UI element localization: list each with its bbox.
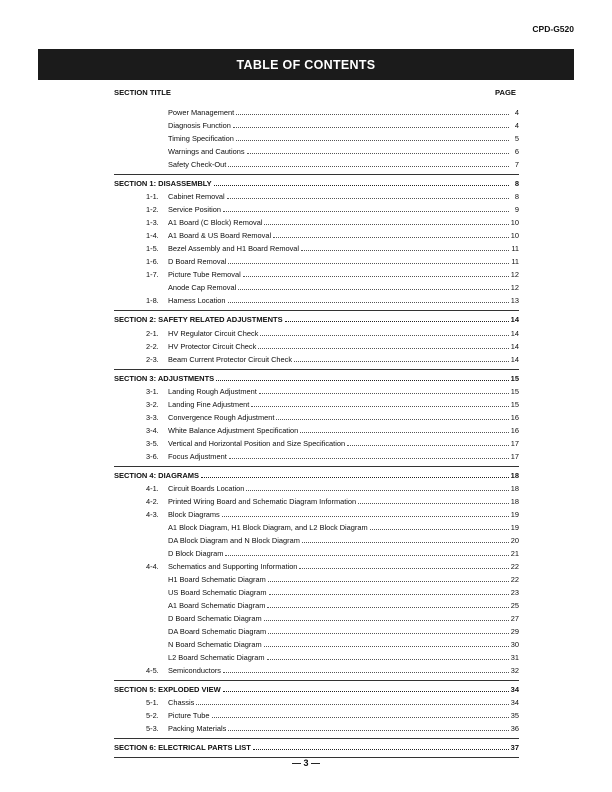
toc-entry-row bbox=[114, 495, 519, 508]
toc-page-number: 29 bbox=[510, 627, 519, 637]
toc-entry-row bbox=[114, 340, 519, 353]
toc-page-number: 34 bbox=[510, 698, 519, 708]
toc-entry-row bbox=[114, 398, 519, 411]
toc-page-number: 27 bbox=[510, 614, 519, 624]
toc-page-number: 19 bbox=[510, 509, 519, 519]
section-divider bbox=[114, 174, 519, 175]
toc-entry-title: Bezel Assembly and H1 Board Removal bbox=[168, 244, 300, 254]
toc-section-row bbox=[114, 372, 519, 385]
dot-leader bbox=[269, 594, 509, 595]
toc-page-number: 36 bbox=[510, 724, 519, 734]
toc-page-number: 10 bbox=[510, 218, 519, 228]
toc-entry-title: Power Management bbox=[168, 108, 235, 117]
dot-leader bbox=[225, 555, 508, 556]
page-number: — 3 — bbox=[291, 758, 320, 768]
toc-page-number: 4 bbox=[514, 121, 519, 131]
dot-leader bbox=[300, 432, 509, 433]
dot-leader bbox=[216, 380, 509, 381]
section-divider bbox=[114, 680, 519, 681]
toc-entry-row bbox=[114, 560, 519, 573]
toc-section-title: SECTION 1: DISASSEMBLY bbox=[114, 179, 212, 189]
toc-entry-title: Picture Tube Removal bbox=[168, 270, 241, 280]
toc-page-number: 32 bbox=[510, 666, 519, 676]
dot-leader bbox=[246, 490, 508, 491]
dot-leader bbox=[196, 704, 508, 705]
toc-page-number: 16 bbox=[510, 412, 519, 422]
section-divider bbox=[114, 466, 519, 467]
toc-page-number: 31 bbox=[510, 653, 519, 663]
toc-section-row bbox=[114, 177, 519, 190]
toc-entry-title: Harness Location bbox=[168, 296, 226, 306]
toc-page-number: 14 bbox=[510, 328, 519, 338]
toc-page-number: 18 bbox=[510, 496, 519, 506]
dot-leader bbox=[243, 276, 509, 277]
toc-page-number: 16 bbox=[510, 425, 519, 435]
dot-leader bbox=[294, 361, 509, 362]
dot-leader bbox=[268, 581, 509, 582]
toc-entry-title: Service Position bbox=[168, 205, 221, 215]
toc-entry-title: D Board Removal bbox=[168, 257, 227, 267]
toc-entry-title: Focus Adjustment bbox=[168, 451, 227, 461]
toc-entry-row bbox=[114, 651, 519, 664]
toc-entry-number: 4-1. bbox=[146, 483, 159, 493]
dot-leader bbox=[301, 250, 509, 251]
dot-leader bbox=[260, 335, 508, 336]
toc-entry-title: Packing Materials bbox=[168, 724, 227, 734]
section-title-heading: SECTION TITLE bbox=[114, 88, 171, 97]
toc-entry-title: Block Diagrams bbox=[168, 509, 220, 519]
toc-entry-row bbox=[114, 229, 519, 242]
section-divider bbox=[114, 738, 519, 739]
toc-entry-row bbox=[114, 709, 519, 722]
toc-entry-title: Beam Current Protector Circuit Check bbox=[168, 354, 293, 364]
toc-entry-number: 2-2. bbox=[146, 341, 159, 351]
dot-leader bbox=[201, 477, 509, 478]
toc-entry-title: Circuit Boards Location bbox=[168, 483, 245, 493]
toc-page-number: 18 bbox=[510, 483, 519, 493]
section-divider bbox=[114, 310, 519, 311]
toc-entry-row bbox=[114, 281, 519, 294]
toc-entry-row bbox=[114, 547, 519, 560]
toc-entry-number: 1-3. bbox=[146, 218, 159, 228]
toc-page-number: 20 bbox=[510, 535, 519, 545]
toc-entry-title: DA Board Schematic Diagram bbox=[168, 627, 267, 637]
toc-entry-row bbox=[114, 132, 519, 145]
dot-leader bbox=[264, 224, 508, 225]
toc-entry-number: 1-5. bbox=[146, 244, 159, 254]
toc-page-number: 17 bbox=[510, 438, 519, 448]
toc-page-number: 23 bbox=[510, 588, 519, 598]
toc-entry-row bbox=[114, 722, 519, 735]
toc-entry-number: 3-3. bbox=[146, 412, 159, 422]
toc-page-number: 34 bbox=[510, 685, 519, 695]
toc-page-number: 15 bbox=[510, 399, 519, 409]
toc-entry-title: Landing Fine Adjustment bbox=[168, 399, 250, 409]
toc-page-number: 14 bbox=[510, 354, 519, 364]
toc-page-number: 11 bbox=[511, 244, 519, 254]
toc-entry-number: 1-1. bbox=[146, 192, 159, 202]
toc-entry-title: DA Block Diagram and N Block Diagram bbox=[168, 535, 300, 545]
dot-leader bbox=[264, 620, 509, 621]
toc-entry-title: A1 Board Schematic Diagram bbox=[168, 601, 266, 611]
toc-entry-title: D Block Diagram bbox=[168, 549, 224, 558]
toc-entry-title: Anode Cap Removal bbox=[168, 283, 237, 293]
toc-page-number: 14 bbox=[510, 341, 519, 351]
dot-leader bbox=[222, 516, 509, 517]
toc-entry-number: 1-6. bbox=[146, 257, 159, 267]
toc-entry-number: 5-2. bbox=[146, 711, 159, 721]
toc-entry-row bbox=[114, 586, 519, 599]
toc-entry-row bbox=[114, 327, 519, 340]
dot-leader bbox=[238, 289, 509, 290]
section-divider bbox=[114, 369, 519, 370]
dot-leader bbox=[229, 458, 509, 459]
toc-list bbox=[114, 106, 519, 760]
toc-entry-title: Convergence Rough Adjustment bbox=[168, 412, 275, 422]
toc-entry-title: White Balance Adjustment Specification bbox=[168, 425, 299, 435]
toc-entry-number: 3-2. bbox=[146, 399, 159, 409]
toc-entry-number: 4-5. bbox=[146, 666, 159, 676]
toc-entry-title: Warnings and Cautions bbox=[168, 147, 245, 157]
toc-entry-row bbox=[114, 411, 519, 424]
toc-entry-title: A1 Board (C Block) Removal bbox=[168, 218, 263, 228]
toc-entry-number: 3-6. bbox=[146, 451, 159, 461]
dot-leader bbox=[299, 568, 508, 569]
toc-entry-number: 1-4. bbox=[146, 231, 159, 241]
toc-entry-title: Cabinet Removal bbox=[168, 192, 225, 202]
toc-page-number: 17 bbox=[510, 451, 519, 461]
toc-page-number: 14 bbox=[510, 315, 519, 325]
toc-entry-title: A1 Board & US Board Removal bbox=[168, 231, 272, 241]
toc-section-title: SECTION 5: EXPLODED VIEW bbox=[114, 685, 221, 695]
toc-page-number: 15 bbox=[510, 373, 519, 383]
toc-entry-title: Chassis bbox=[168, 698, 195, 708]
toc-page-number: 25 bbox=[510, 601, 519, 611]
toc-entry-row bbox=[114, 119, 519, 132]
toc-entry-title: H1 Board Schematic Diagram bbox=[168, 575, 266, 585]
toc-page-number: 12 bbox=[510, 283, 519, 293]
toc-section-title: SECTION 2: SAFETY RELATED ADJUSTMENTS bbox=[114, 315, 283, 325]
toc-page-number: 37 bbox=[510, 743, 519, 753]
toc-page-number: 12 bbox=[510, 270, 519, 280]
toc-entry-title: Diagnosis Function bbox=[168, 121, 231, 131]
toc-entry-number: 4-2. bbox=[146, 496, 159, 506]
toc-entry-row bbox=[114, 437, 519, 450]
dot-leader bbox=[273, 237, 509, 238]
toc-page-number: 6 bbox=[514, 147, 519, 157]
dot-leader bbox=[233, 127, 509, 128]
toc-entry-number: 3-5. bbox=[146, 438, 159, 448]
toc-entry-title: Picture Tube bbox=[168, 711, 210, 721]
toc-entry-title: Semiconductors bbox=[168, 666, 221, 676]
toc-entry-row bbox=[114, 203, 519, 216]
toc-page-number: 22 bbox=[510, 562, 519, 572]
toc-entry-row bbox=[114, 521, 519, 534]
toc-page-number: 8 bbox=[514, 192, 519, 202]
toc-entry-title: Timing Specification bbox=[168, 134, 234, 144]
toc-page-number: 10 bbox=[510, 231, 519, 241]
toc-entry-title: Landing Rough Adjustment bbox=[168, 386, 257, 396]
toc-entry-row bbox=[114, 599, 519, 612]
toc-entry-row bbox=[114, 450, 519, 463]
model-number: CPD-G520 bbox=[532, 24, 574, 34]
toc-page-number: 4 bbox=[514, 108, 519, 117]
toc-entry-number: 4-4. bbox=[146, 562, 159, 572]
dot-leader bbox=[267, 607, 508, 608]
toc-entry-title: Safety Check-Out bbox=[168, 160, 227, 170]
dot-leader bbox=[247, 153, 509, 154]
toc-section-row bbox=[114, 683, 519, 696]
toc-entry-row bbox=[114, 190, 519, 203]
toc-entry-number: 1-2. bbox=[146, 205, 159, 215]
toc-section-row bbox=[114, 469, 519, 482]
toc-page-number: 19 bbox=[510, 522, 519, 532]
toc-entry-title: Printed Wiring Board and Schematic Diagram Information bbox=[168, 496, 357, 506]
toc-entry-row bbox=[114, 508, 519, 521]
toc-page-number: 9 bbox=[514, 205, 519, 215]
dot-leader bbox=[227, 198, 509, 199]
dot-leader bbox=[223, 211, 509, 212]
toc-entry-title: HV Regulator Circuit Check bbox=[168, 328, 259, 338]
toc-entry-title: HV Protector Circuit Check bbox=[168, 341, 257, 351]
toc-page-number: 7 bbox=[514, 160, 519, 170]
toc-header bbox=[114, 88, 516, 97]
toc-entry-row bbox=[114, 385, 519, 398]
toc-page-number: 5 bbox=[514, 134, 519, 144]
toc-entry-row bbox=[114, 696, 519, 709]
dot-leader bbox=[223, 691, 509, 692]
dot-leader bbox=[358, 503, 509, 504]
toc-section-row bbox=[114, 741, 519, 754]
dot-leader bbox=[285, 321, 509, 322]
toc-entry-title: A1 Block Diagram, H1 Block Diagram, and L2 Block Diagram bbox=[168, 522, 368, 532]
toc-section-title: SECTION 6: ELECTRICAL PARTS LIST bbox=[114, 743, 251, 753]
toc-page-number: 13 bbox=[510, 296, 519, 306]
toc-entry-row bbox=[114, 106, 519, 119]
toc-page-number: 15 bbox=[510, 386, 519, 396]
toc-page-number: 8 bbox=[514, 179, 519, 189]
toc-section-title: SECTION 4: DIAGRAMS bbox=[114, 470, 200, 480]
dot-leader bbox=[259, 393, 509, 394]
toc-entry-title: Schematics and Supporting Information bbox=[168, 562, 298, 572]
toc-entry-title: Vertical and Horizontal Position and Size Specification bbox=[168, 438, 346, 448]
toc-entry-row bbox=[114, 573, 519, 586]
toc-entry-row bbox=[114, 268, 519, 281]
toc-page-number: 11 bbox=[511, 257, 519, 267]
toc-entry-row bbox=[114, 625, 519, 638]
toc-page-number: 18 bbox=[510, 470, 519, 480]
toc-entry-row bbox=[114, 158, 519, 171]
toc-entry-row bbox=[114, 534, 519, 547]
toc-page-number: 22 bbox=[510, 575, 519, 585]
dot-leader bbox=[228, 166, 509, 167]
toc-entry-row bbox=[114, 242, 519, 255]
toc-entry-title: US Board Schematic Diagram bbox=[168, 588, 267, 598]
dot-leader bbox=[370, 529, 509, 530]
toc-entry-number: 1-7. bbox=[146, 270, 159, 280]
dot-leader bbox=[223, 672, 509, 673]
toc-page-number: 30 bbox=[510, 640, 519, 650]
dot-leader bbox=[228, 263, 509, 264]
toc-entry-number: 1-8. bbox=[146, 296, 159, 306]
toc-entry-number: 3-4. bbox=[146, 425, 159, 435]
toc-entry-number: 5-3. bbox=[146, 724, 159, 734]
toc-entry-number: 2-1. bbox=[146, 328, 159, 338]
toc-entry-row bbox=[114, 353, 519, 366]
dot-leader bbox=[228, 302, 509, 303]
dot-leader bbox=[212, 717, 509, 718]
page-heading: PAGE bbox=[495, 88, 516, 97]
page-title-banner: TABLE OF CONTENTS bbox=[38, 49, 574, 80]
toc-entry-row bbox=[114, 216, 519, 229]
dot-leader bbox=[267, 659, 509, 660]
dot-leader bbox=[236, 140, 509, 141]
toc-page-number: 21 bbox=[510, 549, 519, 558]
toc-entry-row bbox=[114, 424, 519, 437]
dot-leader bbox=[251, 406, 508, 407]
dot-leader bbox=[214, 185, 509, 186]
dot-leader bbox=[253, 749, 509, 750]
toc-entry-number: 2-3. bbox=[146, 354, 159, 364]
dot-leader bbox=[264, 646, 509, 647]
dot-leader bbox=[228, 730, 508, 731]
toc-entry-title: L2 Board Schematic Diagram bbox=[168, 653, 265, 663]
toc-entry-number: 5-1. bbox=[146, 698, 159, 708]
toc-entry-number: 4-3. bbox=[146, 509, 159, 519]
toc-entry-number: 3-1. bbox=[146, 386, 159, 396]
toc-entry-title: N Board Schematic Diagram bbox=[168, 640, 262, 650]
dot-leader bbox=[347, 445, 509, 446]
toc-entry-row bbox=[114, 482, 519, 495]
toc-entry-row bbox=[114, 294, 519, 307]
toc-entry-row bbox=[114, 612, 519, 625]
dot-leader bbox=[268, 633, 509, 634]
toc-entry-row bbox=[114, 638, 519, 651]
toc-entry-row bbox=[114, 145, 519, 158]
toc-entry-row bbox=[114, 255, 519, 268]
dot-leader bbox=[276, 419, 508, 420]
dot-leader bbox=[302, 542, 509, 543]
toc-entry-row bbox=[114, 664, 519, 677]
toc-section-title: SECTION 3: ADJUSTMENTS bbox=[114, 373, 215, 383]
toc-entry-title: D Board Schematic Diagram bbox=[168, 614, 262, 624]
toc-section-row bbox=[114, 313, 519, 326]
dot-leader bbox=[236, 114, 509, 115]
toc-page-number: 35 bbox=[510, 711, 519, 721]
dot-leader bbox=[258, 348, 508, 349]
